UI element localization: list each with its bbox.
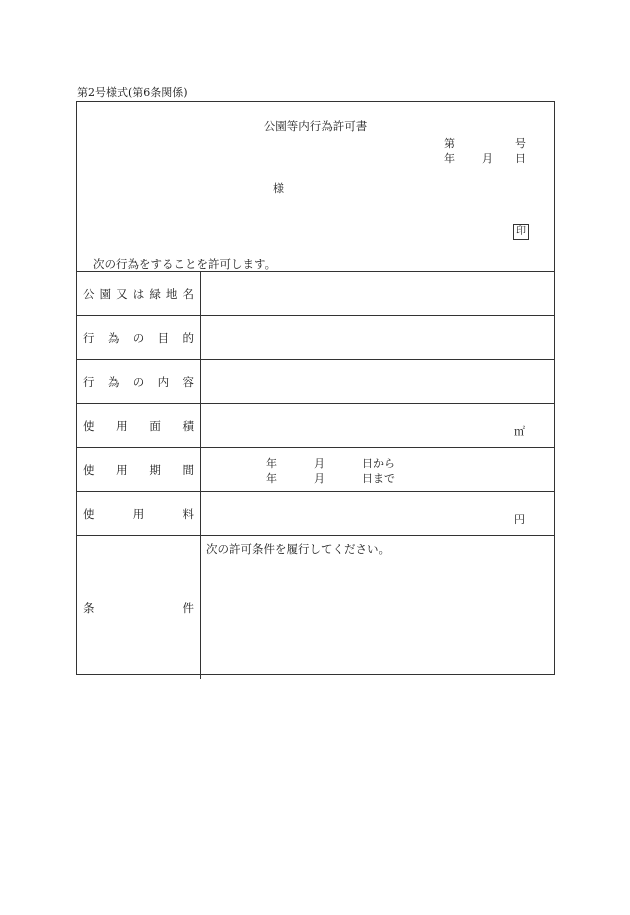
- label-char: 使: [83, 418, 95, 433]
- label-char: 園: [99, 286, 112, 301]
- label-char: 地: [165, 286, 178, 301]
- seal-mark: 印: [513, 224, 529, 240]
- label-char: 使: [83, 462, 95, 477]
- row-content: [77, 360, 554, 404]
- row-period: [77, 448, 554, 492]
- label-char: 名: [182, 286, 194, 301]
- label-char: 為: [107, 374, 120, 389]
- label-char: 料: [182, 506, 194, 521]
- period-to-year: 年: [266, 472, 277, 485]
- form-header: [77, 102, 554, 272]
- label-char: 容: [182, 374, 194, 389]
- label-char: 緑: [149, 286, 161, 301]
- fee-field[interactable]: [201, 492, 554, 535]
- label-char: 行: [83, 374, 95, 389]
- row-fee: [77, 492, 554, 536]
- park-name-field[interactable]: [201, 272, 554, 315]
- period-to-month: 月: [314, 472, 325, 485]
- label-char: 期: [149, 462, 161, 477]
- number-prefix: 第: [444, 137, 455, 150]
- label-char: 為: [107, 330, 120, 345]
- label-purpose: [77, 316, 201, 359]
- row-area: [77, 404, 554, 448]
- fee-unit: 円: [514, 513, 525, 526]
- label-content: [77, 360, 201, 403]
- date-month-label: 月: [482, 152, 493, 165]
- area-field[interactable]: [201, 404, 554, 447]
- form-reference: 第2号様式(第6条関係): [77, 86, 188, 99]
- label-char: 又: [116, 286, 128, 301]
- label-conditions: [77, 536, 201, 679]
- label-char: の: [132, 374, 145, 389]
- label-char: 行: [83, 330, 95, 345]
- number-suffix: 号: [515, 137, 526, 150]
- form-title: 公園等内行為許可書: [263, 119, 368, 133]
- label-char: 間: [182, 462, 194, 477]
- label-char: は: [132, 286, 145, 301]
- label-char: 用: [116, 418, 128, 433]
- label-char: 面: [149, 418, 161, 433]
- label-park-name: [77, 272, 201, 315]
- grant-statement: 次の行為をすることを許可します。: [93, 257, 277, 271]
- period-to-day: 日まで: [362, 472, 395, 485]
- label-area: [77, 404, 201, 447]
- recipient-honorific: 様: [273, 182, 284, 195]
- content-field[interactable]: [201, 360, 554, 403]
- label-char: 公: [83, 286, 95, 301]
- label-char: 的: [182, 330, 194, 345]
- label-char: の: [132, 330, 145, 345]
- label-char: 目: [157, 330, 170, 345]
- label-char: 用: [116, 462, 128, 477]
- label-char: 件: [182, 600, 194, 615]
- row-conditions: [77, 536, 554, 679]
- permit-form: [76, 101, 555, 675]
- row-purpose: [77, 316, 554, 360]
- date-year-label: 年: [444, 152, 455, 165]
- purpose-field[interactable]: [201, 316, 554, 359]
- period-from-month: 月: [314, 457, 325, 470]
- conditions-text: 次の許可条件を履行してください。: [206, 542, 390, 556]
- label-char: 内: [157, 374, 170, 389]
- period-field[interactable]: [201, 448, 554, 491]
- label-period: [77, 448, 201, 491]
- label-char: 用: [132, 506, 145, 521]
- label-char: 積: [182, 418, 194, 433]
- area-unit: ㎡: [514, 425, 525, 438]
- period-from-day: 日から: [362, 457, 395, 470]
- period-from-year: 年: [266, 457, 277, 470]
- date-day-label: 日: [515, 152, 526, 165]
- row-park-name: [77, 272, 554, 316]
- label-fee: [77, 492, 201, 535]
- label-char: 使: [83, 506, 95, 521]
- label-char: 条: [83, 600, 95, 615]
- conditions-field[interactable]: [201, 536, 554, 679]
